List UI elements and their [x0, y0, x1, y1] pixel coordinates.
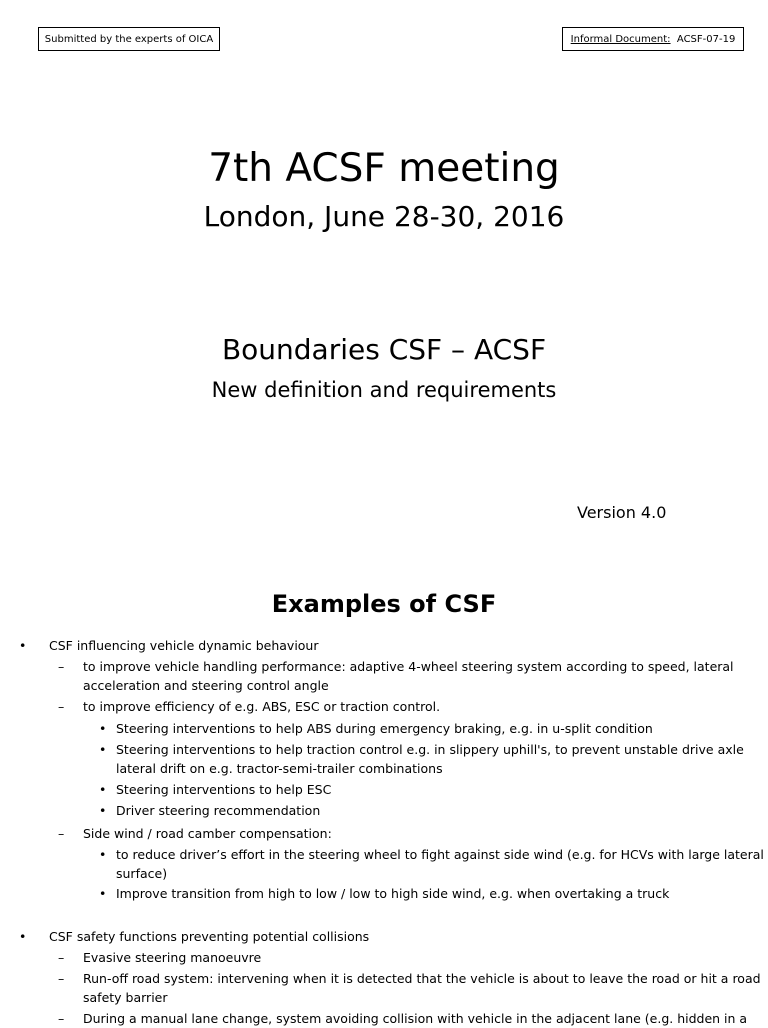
list-item: CSF influencing vehicle dynamic behaviour [49, 638, 319, 653]
bullet-marker: • [19, 929, 27, 944]
bullet-marker: • [99, 782, 107, 797]
bullet-marker: • [19, 638, 27, 653]
section-title: Boundaries CSF – ACSF [221, 333, 547, 366]
list-item: Evasive steering manoeuvre [83, 950, 262, 965]
dash-marker: – [58, 826, 65, 841]
meeting-location-date: London, June 28-30, 2016 [203, 200, 565, 233]
list-item: CSF safety functions preventing potential collisions [49, 929, 370, 944]
list-item: Driver steering recommendation [116, 803, 321, 818]
dash-marker: – [58, 659, 65, 674]
dash-marker: – [58, 699, 65, 714]
list-item: to reduce driver’s effort in the steering wheel to fight against side wind (e.g. for HCVs with large lateral [116, 847, 764, 862]
bullet-marker: • [99, 886, 107, 901]
list-item: to improve vehicle handling performance: adaptive 4-wheel steering system according to speed, lateral [83, 659, 734, 674]
submitted-by-text: Submitted by the experts of OICA [44, 33, 214, 45]
dash-marker: – [58, 950, 65, 965]
bullet-marker: • [99, 803, 107, 818]
version-label: Version 4.0 [577, 503, 667, 522]
list-item: to improve efficiency of e.g. ABS, ESC or traction control. [83, 699, 441, 714]
informal-document-label: Informal Document: [570, 33, 671, 45]
list-item: Side wind / road camber compensation: [83, 826, 332, 841]
section-subtitle: New definition and requirements [211, 378, 557, 402]
meeting-title: 7th ACSF meeting [208, 146, 560, 191]
informal-document-id: ACSF-07-19 [676, 33, 736, 45]
list-item-continuation: surface) [116, 866, 168, 881]
list-item-continuation: lateral drift on e.g. tractor-semi-trailer combinations [116, 761, 443, 776]
bullet-marker: • [99, 742, 107, 757]
bullet-marker: • [99, 721, 107, 736]
list-item: Steering interventions to help traction control e.g. in slippery uphill's, to prevent unstable drive axle [116, 742, 744, 757]
list-item: Run-off road system: intervening when it is detected that the vehicle is about to leave the road or hit a road [83, 971, 761, 986]
examples-heading: Examples of CSF [271, 590, 497, 618]
list-item: Improve transition from high to low / low to high side wind, e.g. when overtaking a truck [116, 886, 670, 901]
list-item-continuation: safety barrier [83, 990, 168, 1005]
list-item: During a manual lane change, system avoiding collision with vehicle in the adjacent lane (e.g. hidden in a [83, 1011, 748, 1026]
list-item: Steering interventions to help ABS during emergency braking, e.g. in u-split condition [116, 721, 653, 736]
bullet-marker: • [99, 847, 107, 862]
dash-marker: – [58, 1011, 65, 1026]
informal-document-box [562, 27, 744, 51]
submitted-by-box [38, 27, 220, 51]
list-item: Steering interventions to help ESC [116, 782, 332, 797]
list-item-continuation: acceleration and steering control angle [83, 678, 329, 693]
dash-marker: – [58, 971, 65, 986]
